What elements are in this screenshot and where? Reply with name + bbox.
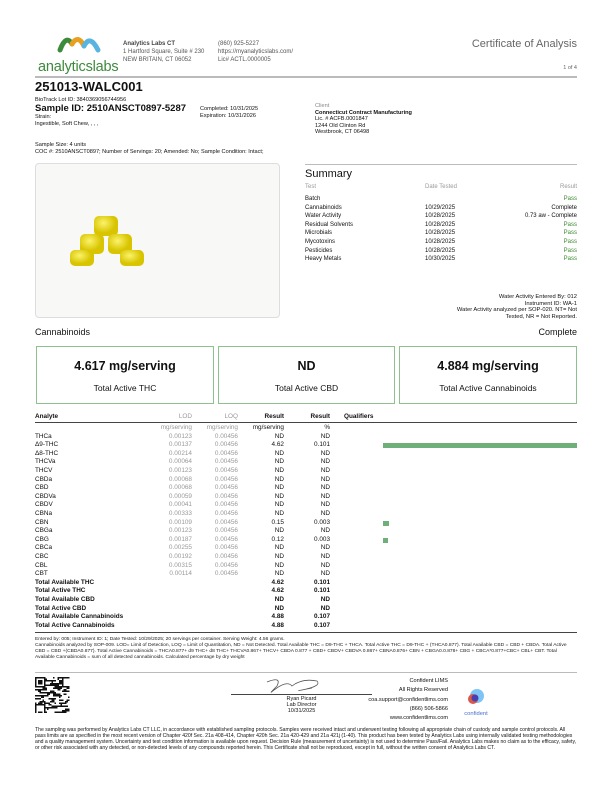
summary-test: Residual Solvents [305,221,354,228]
cannabinoids-status: Complete [538,327,577,337]
result-mg: 0.15 [271,518,284,526]
box-label: Total Active CBD [274,383,339,393]
summary-test: Pesticides [305,247,333,254]
strain-label: Strain: [35,114,52,120]
total-mg: 4.62 [271,578,284,586]
summary-result: Pass [563,247,577,254]
header-divider [35,76,577,78]
result-percent: 0.003 [314,518,330,526]
lims-email[interactable]: coa.support@confidentlims.com [368,696,448,703]
notes-divider [35,672,577,673]
box-value: 4.617 mg/serving [74,359,176,373]
cannabinoids-title: Cannabinoids [35,327,91,337]
total-active-thc-box [36,346,214,404]
wa-note: Water Activity Entered By: 012 [498,294,577,300]
result-percent: ND [320,570,330,578]
table-row [35,484,577,493]
analyte-name: CBCa [35,544,53,552]
total-row [35,596,577,605]
product-type: Ingestible, Soft Chew, , , , [35,120,99,127]
total-active-cbd-box [218,346,395,404]
lod-value: 0.00114 [169,570,192,578]
unit-result: mg/serving [252,424,284,431]
analyte-name: Δ9-THC [35,441,59,449]
total-percent: 0.107 [314,613,330,621]
analyte-name: CBDVa [35,492,56,500]
lod-value: 0.00064 [168,458,192,466]
analyte-name: CBDa [35,475,53,483]
result-mg: ND [274,544,284,552]
table-row [35,544,577,553]
table-row [35,501,577,510]
result-mg: ND [274,561,284,569]
lab-website[interactable]: https://myanalyticslabs.com/ [218,49,294,55]
summary-divider [305,164,577,165]
analyte-name: CBD [35,484,49,492]
client-license: Lic. # ACFB.0001847 [315,116,368,123]
lod-value: 0.00123 [168,432,192,440]
lod-value: 0.00333 [168,510,192,517]
unit-percent: % [324,424,330,431]
summary-result: Pass [563,196,577,202]
disclaimer: The sampling was performed by Analytics Labs CT LLC, in accordance with established sampling protocols. Samples were received intact and underwent testing following all appropriate chain of custody and sample control protocols. All pass limits are as specified in the most recent version of Chapter 420f Sec. 21a 408-414, Chapter 420h Sec. 21a 420-429 and 21a 421j (1-40). This product has been tested by Analytics Labs using internally validated testing methodologies and a quality management system. Uncertainty and test condition information is available upon request. Decision Rule (measurement of uncertainty) is not used to determine Pass/Fail. Analytics Labs makes no claim as to the efficacy, safety, or other risk associated with any detected, or non-detected levels of any compounds reported herein. This Certificate shall not be reproduced, except in full, without the written consent of Analytics Labs CT. [35,727,577,751]
total-row [35,622,577,631]
analyte-name: CBT [35,570,48,578]
loq-value: 0.00456 [214,527,238,535]
summary-date [425,195,505,204]
table-row [35,450,577,459]
expiration-date: Expiration: 10/31/2026 [200,112,256,119]
summary-header-result: Result [559,184,577,190]
summary-result: Pass [563,221,577,228]
summary-header-test: Test [305,184,317,190]
document-title: Certificate of Analysis [471,38,577,50]
summary-result: Complete [551,204,577,211]
signatory-title: Lab Director [286,702,317,708]
lab-name: Analytics Labs CT [123,41,176,47]
summary-date: 10/28/2025 [425,221,456,228]
lod-value: 0.00137 [168,441,192,449]
loq-value: 0.00456 [214,432,238,440]
dates [200,106,258,119]
result-percent: ND [320,561,330,569]
loq-value: 0.00456 [214,561,238,569]
signature-icon [262,676,332,696]
confident-logo-icon [466,688,486,706]
total-name: Total Active THC [35,587,86,595]
loq-value: 0.00456 [214,570,238,578]
lod-value: 0.00041 [168,501,192,509]
company-logo [38,30,120,74]
result-percent: ND [320,484,330,492]
summary-table [305,195,577,264]
result-percent: ND [320,492,330,500]
summary-date: 10/28/2025 [425,213,456,220]
loq-value: 0.00456 [214,501,238,509]
result-percent: 0.003 [314,535,330,543]
result-percent: ND [320,467,330,474]
unit-lod: mg/serving [160,424,192,431]
total-mg: 4.62 [271,587,284,595]
summary-row [305,221,577,230]
wa-note: Instrument ID: WA-1 [524,300,577,307]
analyte-name: CBG [35,535,49,543]
table-row [35,527,577,536]
lims-phone: (866) 506-5866 [409,705,448,712]
signature-date: 10/31/2025 [287,708,316,714]
qr-code-icon [35,677,70,713]
loq-value: 0.00456 [214,449,238,457]
client-info [315,103,412,136]
table-row [35,562,577,571]
loq-value: 0.00456 [214,535,238,543]
lod-value: 0.00192 [168,553,192,560]
col-result-pct: Result [310,413,330,420]
summary-header-date: Date Tested [425,184,457,190]
total-name: Total Available Cannabinoids [35,613,124,621]
loq-value: 0.00456 [214,441,238,449]
table-bottom-divider [35,632,577,633]
result-mg: ND [274,510,284,517]
result-percent: ND [320,432,330,440]
summary-date: 10/29/2025 [425,204,456,211]
confident-logo-text: confident [464,711,488,717]
table-row [35,476,577,485]
result-percent: ND [320,458,330,466]
total-row [35,613,577,622]
result-mg: ND [274,492,284,500]
summary-test: Batch [305,196,321,202]
summary-row [305,212,577,221]
table-header [35,413,577,422]
total-name: Total Active CBD [35,604,87,612]
summary-result: Pass [563,256,577,263]
total-mg: ND [274,604,284,612]
signature-line [231,694,372,695]
lims-info [368,677,448,723]
summary-row [305,195,577,204]
biotrack-lot-id: BioTrack Lot ID: 3840369056744956 [35,97,127,103]
lims-rights: All Rights Reserved [398,687,448,694]
table-header-divider [35,422,577,423]
water-activity-notes [457,294,577,320]
total-row [35,605,577,614]
result-percent: ND [320,510,330,517]
summary-result: Pass [563,238,577,245]
product-image [35,163,280,318]
total-mg: 4.88 [271,621,284,629]
summary-row [305,204,577,213]
result-mg: ND [274,484,284,492]
table-row [35,519,577,528]
col-loq: LOQ [224,413,238,420]
lims-name: Confident LIMS [409,678,448,684]
result-mg: 0.12 [271,535,284,543]
result-mg: ND [274,449,284,457]
result-mg: ND [274,570,284,578]
client-address2: Westbrook, CT 06498 [315,129,370,136]
client-name: Connecticut Contract Manufacturing [315,109,412,116]
lab-phone: (860) 925-5227 [218,41,260,47]
summary-test: Heavy Metals [305,256,342,263]
lab-address-line1: 1 Hartford Square, Suite # 230 [123,49,205,55]
result-mg: ND [274,432,284,440]
total-name: Total Active Cannabinoids [35,621,115,629]
summary-result: Pass [563,230,577,237]
coc-info: COC #: 2510ANSCT0897; Number of Servings: 20; Amended: No; Sample Condition: Intact; [35,148,264,155]
summary-title: Summary [305,168,353,180]
lod-value: 0.00315 [168,561,192,569]
result-mg: 4.62 [271,441,284,449]
table-row [35,441,577,450]
result-mg: ND [274,475,284,483]
analyte-name: CBDV [35,501,53,509]
loq-value: 0.00456 [214,458,238,466]
total-row [35,587,577,596]
analyte-name: CBL [35,561,48,569]
unit-loq: mg/serving [206,424,238,431]
analyte-name: Δ8-THC [35,449,59,457]
result-percent: ND [320,449,330,457]
page-number: 1 of 4 [563,65,577,71]
result-percent: ND [320,501,330,509]
summary-row [305,238,577,247]
box-label: Total Active THC [93,383,157,393]
lab-address [123,40,204,64]
total-percent: 0.101 [314,578,330,586]
units-row [35,424,577,433]
signatory-name: Ryan Picard [286,696,317,702]
lims-website[interactable]: www.confidentlims.com [389,715,448,722]
lab-license: Lic# ACTL.0000005 [218,57,271,63]
result-mg: ND [274,458,284,466]
strain-info [35,114,98,127]
total-active-cannabinoids-box [399,346,577,404]
total-mg: 4.88 [271,613,284,621]
table-row [35,433,577,442]
loq-value: 0.00456 [214,484,238,492]
method-notes [35,637,577,661]
summary-date: 10/30/2025 [425,256,456,263]
table-row [35,553,577,562]
wa-note: Tested, NR = Not Reported. [505,313,577,320]
batch-title: 251013-WALC001 [35,79,143,94]
summary-row [305,255,577,264]
confident-logo [456,688,496,717]
result-percent: 0.101 [314,441,330,449]
col-result-mg: Result [264,413,284,420]
analyte-name: CBC [35,553,49,560]
result-bar [383,538,388,543]
total-percent: 0.101 [314,587,330,595]
result-bar [383,443,577,448]
lab-address-line2: NEW BRITAIN, CT 06052 [123,57,192,63]
summary-row [305,247,577,256]
lod-value: 0.00123 [168,527,192,535]
result-mg: ND [274,553,284,560]
loq-value: 0.00456 [214,510,238,517]
logo-mark-icon [38,30,120,56]
col-lod: LOD [178,413,192,420]
total-percent: ND [320,596,330,603]
analyte-name: THCa [35,432,52,440]
client-address1: 1244 Old Clinton Rd [315,122,366,129]
lab-contact [218,40,293,64]
col-analyte: Analyte [35,413,59,420]
completed-date: Completed: 10/31/2025 [200,106,259,112]
loq-value: 0.00456 [214,553,238,560]
table-row [35,458,577,467]
loq-value: 0.00456 [214,518,238,526]
result-mg: ND [274,467,284,474]
lod-value: 0.00068 [168,484,192,492]
loq-value: 0.00456 [214,492,238,500]
total-row [35,579,577,588]
lod-value: 0.00255 [168,544,192,552]
summary-date: 10/28/2025 [425,247,456,254]
total-percent: ND [320,604,330,612]
lod-value: 0.00214 [168,449,192,457]
col-qualifiers: Qualifiers [344,413,374,420]
box-value: ND [297,359,316,373]
table-row [35,493,577,502]
client-label: Client [315,103,330,109]
logo-text: analyticslabs [38,59,119,75]
lod-value: 0.00059 [168,492,192,500]
box-label: Total Active Cannabinoids [439,383,537,393]
analyte-name: CBNa [35,510,53,517]
total-mg: ND [274,596,284,603]
result-bar [383,521,389,526]
loq-value: 0.00456 [214,475,238,483]
summary-result: 0.73 aw - Complete [524,213,577,220]
table-row [35,536,577,545]
summary-test: Microbials [305,230,333,237]
summary-test: Cannabinoids [305,204,342,211]
summary-test: Water Activity [305,213,342,220]
result-percent: ND [320,544,330,552]
lod-value: 0.00123 [168,467,192,474]
loq-value: 0.00456 [214,467,238,474]
sample-meta [35,142,264,155]
analyte-name: THCV [35,467,53,474]
sample-size: Sample Size: 4 units [35,142,86,148]
wa-note: Water Activity analyzed per SOP-020. NT= Not [456,307,577,314]
summary-header [305,184,577,190]
result-mg: ND [274,527,284,535]
lod-value: 0.00068 [168,475,192,483]
gummy-image-icon [36,164,281,319]
notes-line: Entered by: 005; Instrument ID: 1; Date Tested: 10/29/2025; 20 servings per container. Serving Weight: 4.56 grams. [35,637,285,642]
table-row [35,570,577,579]
summary-date: 10/28/2025 [425,230,456,237]
signatory [231,696,372,714]
summary-date: 10/28/2025 [425,238,456,245]
lod-value: 0.00109 [168,518,192,526]
analyte-name: THCVa [35,458,56,466]
summary-test: Mycotoxins [305,238,336,245]
qr-code[interactable] [35,677,70,713]
analyte-name: CBN [35,518,49,526]
result-percent: ND [320,553,330,560]
result-percent: ND [320,527,330,535]
loq-value: 0.00456 [214,544,238,552]
result-mg: ND [274,501,284,509]
table-row [35,510,577,519]
notes-line: Cannabinoids analyzed by SOP-009. LOD= Limit of Detection, LOQ = Limit of Quantitation, ND = Not Detected. Total Available THC = D9-THC + THCA. Total Active THC = D9-THC + (THCA0.877). Total Available CBD = CBD + CBDA. Total Active CBD = CBD +(CBDA0.877). Total Active Cannabinoids = THCA0.877+ d9 THC+ d8 THC+ THCVA0.867+ THCV+ CBDA 0.877 + CBD+ CBDV+ CBDVA 0.867+ CBNA0.876+ CBN + CBGA0.0.878+ CBG + CBCA*0.877+CBC+ CBL+ CBT. Total Available Cannabinoids = sum of all detected cannabinoids. Calculated percentage by dry weight [35,643,567,660]
table-row [35,467,577,476]
result-percent: ND [320,475,330,483]
total-name: Total Available THC [35,578,95,586]
analyte-name: CBGa [35,527,53,535]
lod-value: 0.00187 [168,535,192,543]
box-value: 4.884 mg/serving [437,359,539,373]
total-percent: 0.107 [314,621,330,629]
total-name: Total Available CBD [35,596,95,603]
sample-id: Sample ID: 2510ANSCT0897-5287 [35,103,187,114]
summary-row [305,229,577,238]
